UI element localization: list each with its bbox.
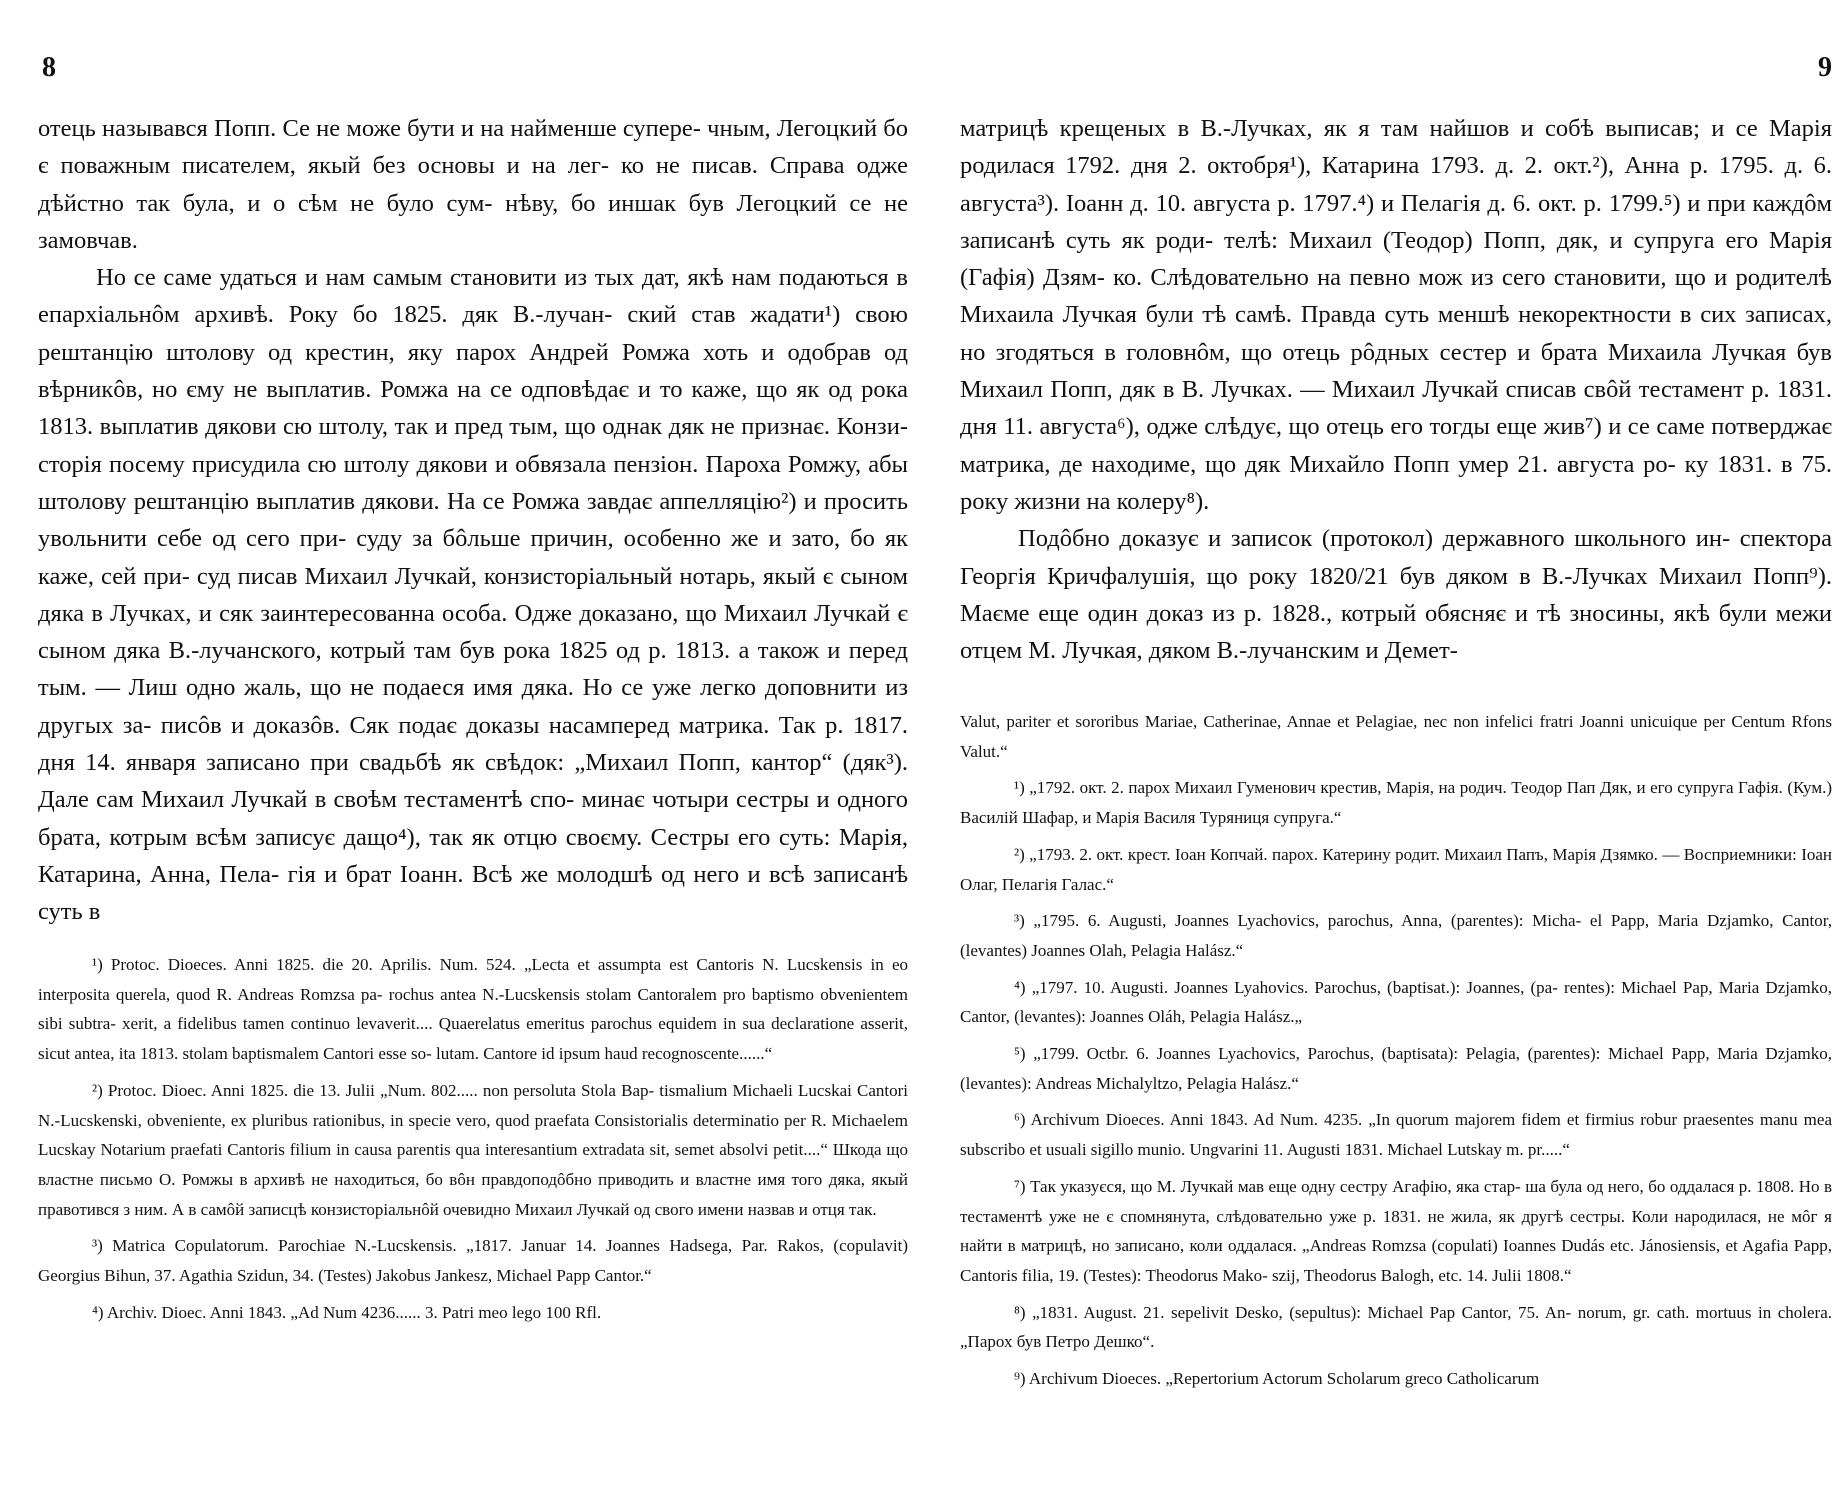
page-number: 9 bbox=[1818, 52, 1832, 83]
main-text bbox=[960, 110, 1832, 669]
paragraph: отець назывався Попп. Се не може бути и на найменше супере- чным, Легоцкий бо є поважным писателем, якый без основы и на лег- ко не писав. Справа одже дѣйстно так була, и о сѣм не було сум- нѣву, бо иншак був Легоцкий се не замовчав. bbox=[38, 115, 908, 254]
footnote: ⁴) „1797. 10. Augusti. Joannes Lyahovics. Parochus, (baptisat.): Joannes, (pa- rentes): Michael Pap, Maria Dzjamko, Cantor, (levantes): Joannes Oláh, Pelagia Halász.„ bbox=[960, 977, 1832, 1027]
footnote: ⁵) „1799. Octbr. 6. Joannes Lyachovics, Parochus, (baptisata): Pelagia, (parentes): Michael Papp, Maria Dzjamko, (levantes): Andreas Michalyltzo, Pelagia Halász.“ bbox=[960, 1044, 1832, 1093]
footnotes bbox=[960, 707, 1832, 1401]
footnote: ³) „1795. 6. Augusti, Joannes Lyachovics, parochus, Anna, (parentes): Micha- el Papp, Maria Dzjamko, Cantor, (levantes) Joannes Olah, Pelagia Halász.“ bbox=[960, 911, 1832, 960]
footnote: ⁸) „1831. August. 21. sepelivit Desko, (sepultus): Michael Pap Cantor, 75. An- norum, gr. cath. mortuus in cholera. „Парох був Петро Дешко“. bbox=[960, 1302, 1832, 1352]
footnote: ¹) Protoc. Dioeces. Anni 1825. die 20. Aprilis. Num. 524. „Lecta et assumpta est Cantoris N. Lucskensis in eo interposita querela, quod R. Andreas Romzsa pa- rochus antea N.-Lucskensis stolam Cantoralem pro baptismo obvenientem sibi subtra- xerit, a fidelibus tamen continuo levaverit.... Quaerelatus emeritus parochus equidem in sua declaratione asserit, sicut antea, ita 1813. stolam baptismalem Cantori esse so- lutam. Cantore id ipsum haud recognoscente......“ bbox=[38, 955, 908, 1064]
footnote: Valut, pariter et sororibus Mariae, Catherinae, Annae et Pelagiae, nec non infelici fratri Joanni unicuique per Centum Rfons Valut.“ bbox=[960, 712, 1832, 761]
footnote: ⁹) Archivum Dioeces. „Repertorium Actorum Scholarum greco Catholicarum bbox=[1014, 1369, 1540, 1389]
left-page bbox=[38, 0, 908, 1500]
footnote: ⁶) Archivum Dioeces. Anni 1843. Ad Num. 4235. „In quorum majorem fidem et firmius robur praesentes manu mea subscribo et usuali sigillo munio. Ungvarini 11. Augusti 1831. Michael Lutskay m. pr.....“ bbox=[960, 1110, 1832, 1160]
right-page bbox=[960, 0, 1832, 1500]
main-text bbox=[38, 110, 908, 931]
paragraph: матрицѣ крещеных в В.-Лучках, як я там найшов и собѣ выписав; и се Марія родилася 1792. дня 2. октобря¹), Катарина 1793. д. 2. окт.²), Анна р. 1795. д. 6. августа³). Іоанн д. 10. августа р. 1797.⁴) и Пелагія д. 6. окт. р. 1799.⁵) и при каждôм записанѣ суть як роди- телѣ: Михаил (Теодор) Попп, дяк, и супруга его Марія (Гафія) Дзям- ко. Слѣдовательно на певно мож из сего становити, що и родителѣ Михаила Лучкая були тѣ самѣ. Правда суть меншѣ некоректности в сих записах, но згодяться в головнôм, що отець рôдных сестер и брата Михаила Лучкая був Михаил Попп, дяк в В. Лучках. — Михаил Лучкай списав свôй тестамент р. 1831. дня 11. августа⁶), одже слѣдує, що отець его тогды еще жив⁷) и се саме потверджає матрика, де находиме, що дяк Михайло Попп умер 21. августа ро- ку 1831. в 75. року жизни на колеру⁸). bbox=[960, 115, 1832, 515]
footnote: ¹) „1792. окт. 2. парох Михаил Гуменович крестив, Марія, на родич. Теодор Пап Дяк, и его супруга Гафія. (Кум.) Василій Шафар, и Марія Василя Туряниця супруга.“ bbox=[960, 778, 1832, 828]
paragraph: Но се саме удаться и нам самым становити из тых дат, якѣ нам подаються в епархіальнôм архивѣ. Року бо 1825. дяк В.-лучан- ский став жадати¹) свою рештанцію штолову од крестин, яку парох Андрей Ромжа хоть и одобрав од вѣрникôв, но єму не выплатив. Ромжа на се одповѣдає и то каже, що як од рока 1813. выплатив дякови сю штолу, так и пред тым, що однак дяк не признає. Конзи- сторія посему присудила сю штолу дякови и обвязала пензіон. Пароха Ромжу, абы штолову рештанцію выплатив дякови. На се Ромжа завдає аппелляцію²) и просить увольнити себе од сего при- суду за бôльше причин, особенно же и зато, бо як каже, сей при- суд писав Михаил Лучкай, конзисторіальный нотарь, якый є сыном дяка в Лучках, и сяк заинтересованна особа. Одже доказано, що Михаил Лучкай є сыном дяка В.-лучанского, котрый там був рока 1825 од р. 1813. а також и перед тым. — Лиш одно жаль, що не подаеся имя дяка. Но се уже легко доповнити из другых за- писôв и доказôв. Сяк подає доказы насамперед матрика. Так р. 1817. дня 14. января записано при свадьбѣ як свѣдок: „Михаил Попп, кантор“ (дяк³). Дале сам Михаил Лучкай в своѣм тестаментѣ спо- минає чотыри сестры и одного брата, котрым всѣм записує дащо⁴), так як отцю своєму. Сестры его суть: Марія, Катарина, Анна, Пела- гія и брат Іоанн. Всѣ же молодшѣ од него и всѣ записанѣ суть в bbox=[38, 264, 908, 926]
paragraph: Подôбно доказує и записок (протокол) державного школьного ин- спектора Георгія Кричфалушія, що року 1820/21 був дяком в В.-Лучках Михаил Попп⁹). Маєме еще один доказ из р. 1828., котрый обясняє и тѣ зносины, якѣ були межи отцем М. Лучкая, дяком В.-лучанским и Демет- bbox=[960, 525, 1832, 665]
footnote: ²) Protoc. Dioec. Anni 1825. die 13. Julii „Num. 802..... non persoluta Stola Bap- tismalium Michaeli Lucskai Cantori N.-Lucskenski, obveniente, ex pluribus rationibus, in specie vero, quod praefata Consistorialis determinatio per R. Michaelem Lucskay Notarium praefati Cantoris filium in causa parentis qua interesantium extradata sit, semet absolvi petit....“ Шкода що властне письмо О. Ромжы в архивѣ не находиться, бо вôн правдоподôбно приводить и властне имя того дяка, якый правотився з ним. А в самôй записцѣ конзисторіальнôй очевидно Михаил Лучкай од свого имени назвав и отця так. bbox=[38, 1080, 908, 1219]
footnotes bbox=[38, 950, 908, 1334]
footnote: ³) Matrica Copulatorum. Parochiae N.-Lucskensis. „1817. Januar 14. Joannes Hadsega, Par. Rakos, (copulavit) Georgius Bihun, 37. Agathia Szidun, 34. (Testes) Jakobus Jankesz, Michael Papp Cantor.“ bbox=[38, 1236, 908, 1286]
page-number: 8 bbox=[42, 52, 56, 83]
footnote: ⁷) Так указуєся, що М. Лучкай мав еще одну сестру Агафію, яка стар- ша була од него, бо оддалася р. 1808. Но в тестаментѣ уже не є спомнянута, слѣдовательно уже р. 1831. не жила, як другѣ сестры. Коли народилася, не мôг я найти в матрицѣ, но записано, коли оддалася. „Andreas Romzsa (copulati) Ioannes Dudás etc. Jánosiensis, et Agafia Papp, Cantoris filia, 19. (Testes): Theodorus Mako- szij, Theodorus Balogh, etc. 14. Julii 1808.“ bbox=[960, 1176, 1832, 1285]
footnote: ²) „1793. 2. окт. крест. Іоан Копчай. парох. Катерину родит. Михаил Папъ, Марія Дзямко. — Восприемники: Іоан Олаг, Пелагія Галас.“ bbox=[960, 844, 1832, 894]
footnote: ⁴) Archiv. Dioec. Anni 1843. „Ad Num 4236...... 3. Patri meo lego 100 Rfl. bbox=[92, 1302, 602, 1322]
